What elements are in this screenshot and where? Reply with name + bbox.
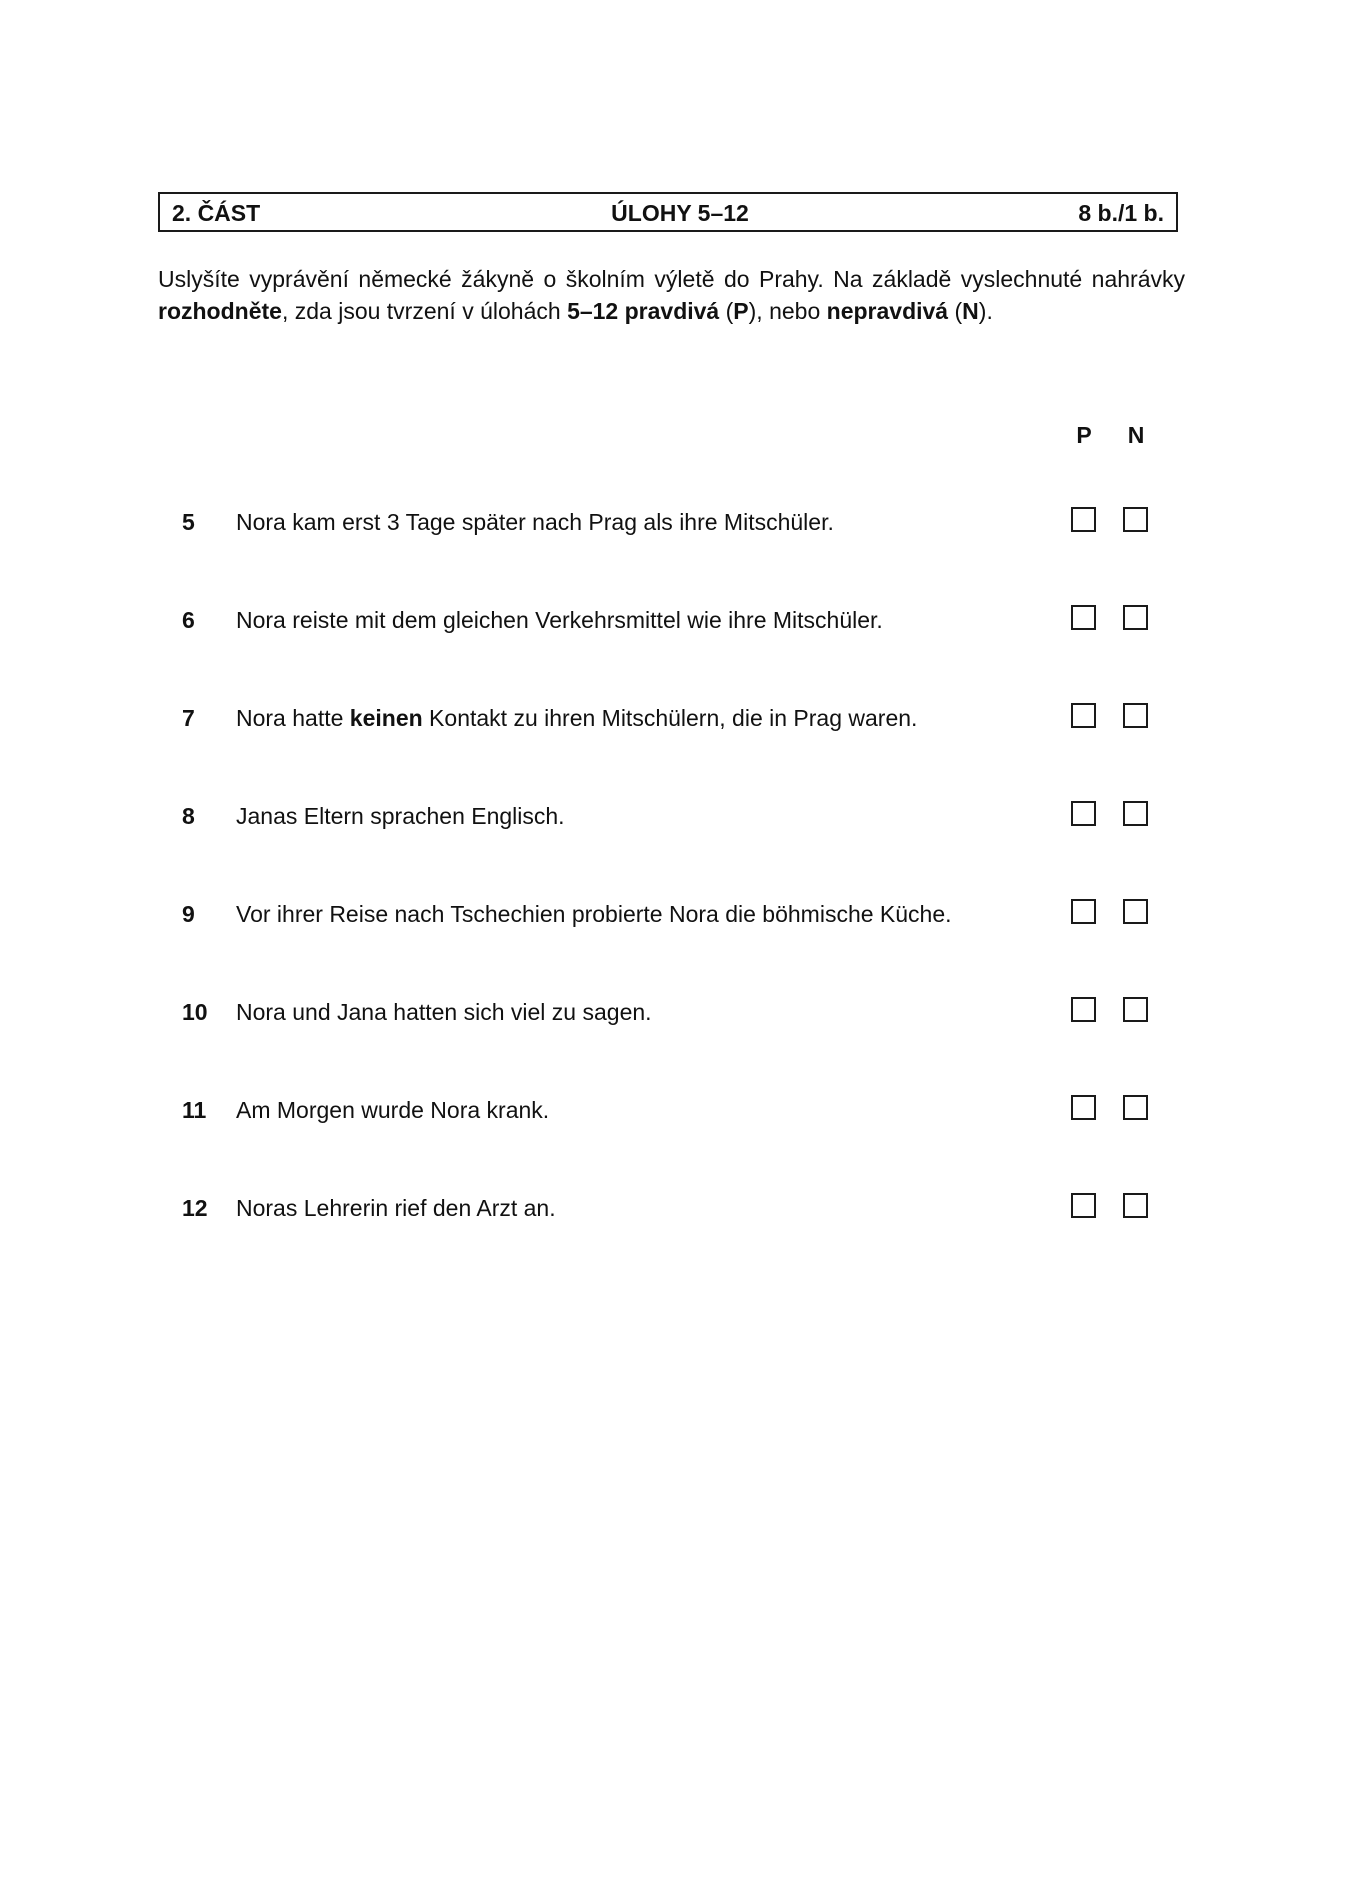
answer-true-checkbox[interactable] [1071,899,1096,924]
answer-false-checkbox[interactable] [1123,1193,1148,1218]
answer-true-checkbox[interactable] [1071,1095,1096,1120]
question-text: Nora und Jana hatten sich viel zu sagen. [236,999,652,1025]
instructions-text: , zda jsou tvrzení v úlohách [281,298,568,324]
question-text-part: Nora hatte [236,705,350,731]
question-item [0,503,1345,543]
question-item [0,993,1345,1033]
answer-true-checkbox[interactable] [1071,703,1096,728]
question-text [236,705,917,732]
question-item [0,601,1345,641]
column-header-false: N [1127,422,1145,448]
question-text-part: Kontakt zu ihren Mitschülern, die in Prag waren. [422,705,918,731]
question-number: 9 [182,901,195,927]
question-number: 11 [182,1097,207,1123]
answer-false-checkbox[interactable] [1123,605,1148,630]
question-item [0,1189,1345,1229]
question-item [0,1091,1345,1131]
question-text: Nora kam erst 3 Tage später nach Prag als ihre Mitschüler. [236,509,834,535]
answer-true-checkbox[interactable] [1071,1193,1096,1218]
question-number: 10 [182,999,208,1025]
instructions-bold: 5–12 pravdivá [567,298,720,324]
instructions-text: ), nebo [748,298,827,324]
question-text: Vor ihrer Reise nach Tschechien probierte Nora die böhmische Küche. [236,901,952,927]
section-header [158,192,1178,232]
instructions-text: ). [978,298,993,324]
question-text-emphasis: keinen [349,705,423,731]
answer-false-checkbox[interactable] [1123,507,1148,532]
question-item [0,699,1345,739]
section-part-label: 2. ČÁST [172,200,261,226]
answer-false-checkbox[interactable] [1123,1095,1148,1120]
instructions-text: ( [948,298,963,324]
question-text: Janas Eltern sprachen Englisch. [236,803,565,829]
instructions-text: Uslyšíte vyprávění německé žákyně o školním výletě do Prahy. Na základě vyslechnuté nahrávky [158,266,1185,292]
section-points-label: 8 b./1 b. [1078,200,1164,226]
column-header-true: P [1076,422,1092,448]
question-number: 6 [182,607,195,633]
answer-false-checkbox[interactable] [1123,801,1148,826]
section-tasks-label: ÚLOHY 5–12 [611,200,749,226]
question-number: 8 [182,803,195,829]
question-number: 7 [182,705,195,731]
instructions-text: ( [719,298,734,324]
question-number: 12 [182,1195,208,1221]
question-text: Am Morgen wurde Nora krank. [236,1097,550,1123]
answer-false-checkbox[interactable] [1123,899,1148,924]
instructions-bold: N [962,298,979,324]
answer-false-checkbox[interactable] [1123,997,1148,1022]
question-number: 5 [182,509,195,535]
question-text: Noras Lehrerin rief den Arzt an. [236,1195,556,1221]
instructions [158,263,1185,327]
instructions-bold: P [733,298,749,324]
question-item [0,895,1345,935]
answer-false-checkbox[interactable] [1123,703,1148,728]
instructions-bold: rozhodněte [158,298,282,324]
instructions-bold: nepravdivá [826,298,949,324]
question-item [0,797,1345,837]
answer-true-checkbox[interactable] [1071,507,1096,532]
answer-true-checkbox[interactable] [1071,605,1096,630]
answer-true-checkbox[interactable] [1071,801,1096,826]
answer-true-checkbox[interactable] [1071,997,1096,1022]
question-text: Nora reiste mit dem gleichen Verkehrsmittel wie ihre Mitschüler. [236,607,883,633]
